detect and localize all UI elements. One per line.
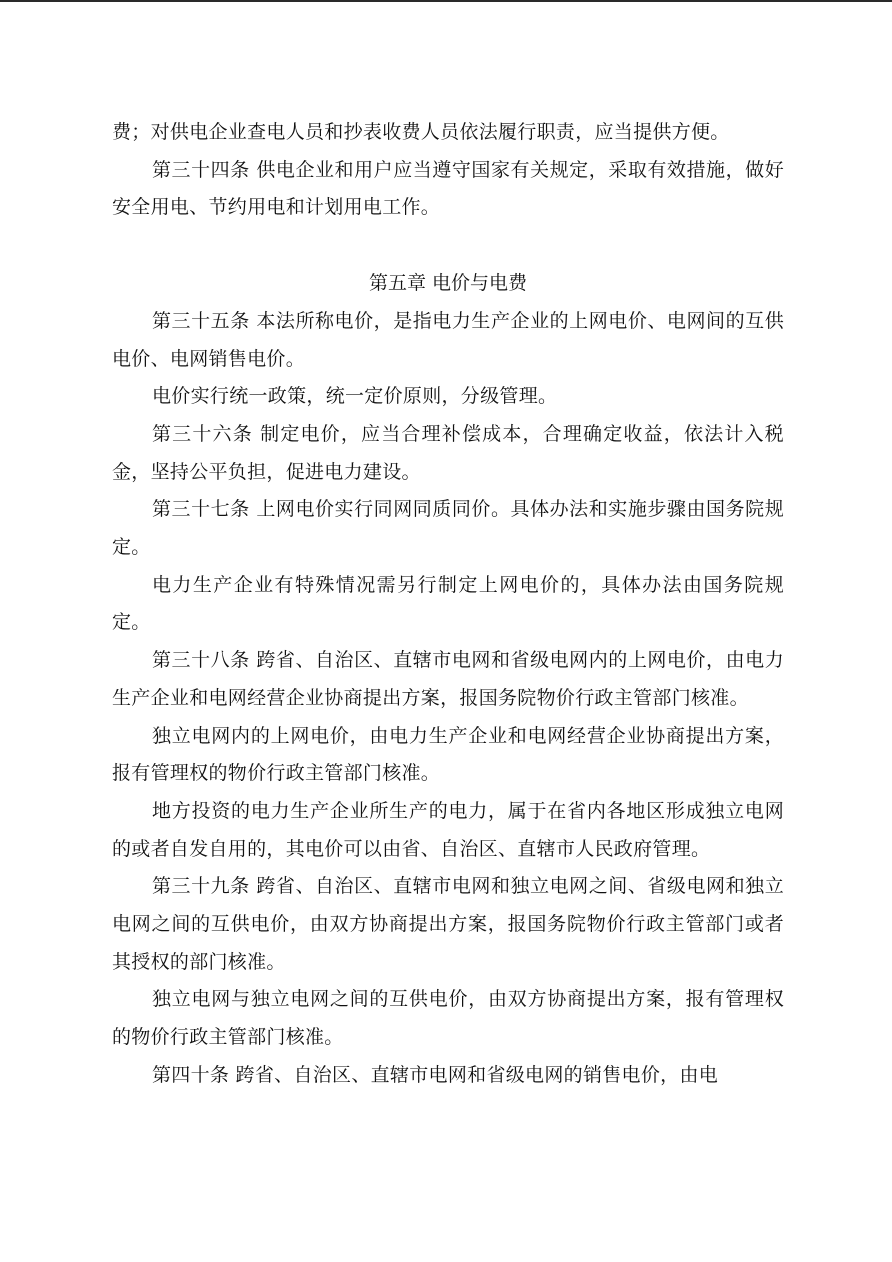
- paragraph: 第三十六条 制定电价，应当合理补偿成本，合理确定收益，依法计入税金，坚持公平负担，促进电力建设。: [112, 422, 784, 483]
- chapter-title: 第五章 电价与电费: [368, 272, 528, 295]
- top-border-line: [0, 0, 892, 2]
- paragraph: 地方投资的电力生产企业所生产的电力，属于在省内各地区形成独立电网的或者自发自用的，其电价可以由省、自治区、直辖市人民政府管理。: [112, 799, 784, 860]
- paragraph: 第四十条 跨省、自治区、直辖市电网和省级电网的销售电价，由电: [152, 1063, 719, 1086]
- document-page: [112, 114, 784, 1095]
- paragraphs-after-chapter: [112, 303, 784, 1095]
- paragraph: 第三十九条 跨省、自治区、直辖市电网和独立电网之间、省级电网和独立电网之间的互供电价，由双方协商提出方案，报国务院物价行政主管部门或者其授权的部门核准。: [112, 875, 784, 973]
- paragraph: 第三十四条 供电企业和用户应当遵守国家有关规定，采取有效措施，做好安全用电、节约用电和计划用电工作。: [112, 158, 784, 219]
- paragraph: 第三十八条 跨省、自治区、直辖市电网和省级电网内的上网电价，由电力生产企业和电网经营企业协商提出方案，报国务院物价行政主管部门核准。: [112, 649, 784, 709]
- paragraph: 第三十七条 上网电价实行同网同质同价。具体办法和实施步骤由国务院规定。: [112, 498, 784, 559]
- paragraph: 独立电网内的上网电价，由电力生产企业和电网经营企业协商提出方案，报有管理权的物价行政主管部门核准。: [112, 724, 784, 785]
- paragraph: 电力生产企业有特殊情况需另行制定上网电价的，具体办法由国务院规定。: [112, 573, 784, 634]
- paragraph: 独立电网与独立电网之间的互供电价，由双方协商提出方案，报有管理权的物价行政主管部门核准。: [112, 988, 784, 1049]
- paragraphs-before-chapter: [112, 114, 784, 227]
- paragraph: 费；对供电企业查电人员和抄表收费人员依法履行职责，应当提供方便。: [112, 121, 730, 143]
- paragraph: 第三十五条 本法所称电价，是指电力生产企业的上网电价、电网间的互供电价、电网销售电价。: [112, 309, 784, 370]
- chapter-spacing: [112, 227, 784, 265]
- paragraph: 电价实行统一政策，统一定价原则，分级管理。: [152, 385, 558, 408]
